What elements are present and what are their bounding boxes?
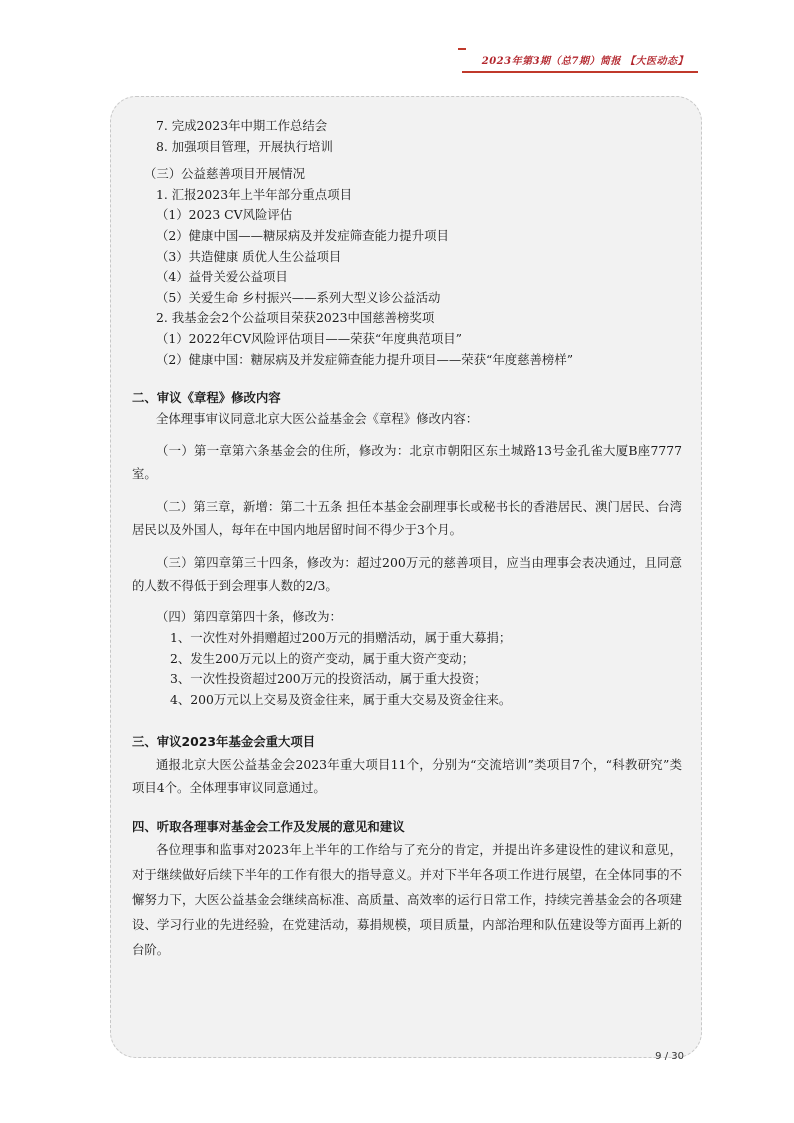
list-item: （2）健康中国——糖尿病及并发症筛查能力提升项目 bbox=[156, 227, 449, 243]
paragraph: （四）第四章第四十条，修改为： bbox=[156, 609, 342, 625]
paragraph: 全体理事审议同意北京大医公益基金会《章程》修改内容： bbox=[156, 410, 479, 426]
header-rule bbox=[462, 71, 698, 73]
list-item: 4、200万元以上交易及资金往来，属于重大交易及资金往来。 bbox=[170, 691, 512, 707]
section-heading: 四、听取各理事对基金会工作及发展的意见和建议 bbox=[132, 818, 405, 834]
list-item: 3、一次性投资超过200万元的投资活动，属于重大投资； bbox=[170, 671, 487, 687]
paragraph: （二）第三章，新增：第二十五条 担任本基金会副理事长或秘书长的香港居民、澳门居民、台湾居民以及外国人，每年在中国内地居留时间不得少于3个月。 bbox=[132, 499, 682, 538]
header-title: 2023年第3期（总7期）简报 【大医动态】 bbox=[481, 56, 688, 67]
list-item: （1）2023 CV风险评估 bbox=[156, 207, 293, 223]
list-item: 7. 完成2023年中期工作总结会 bbox=[156, 118, 328, 133]
header-accent-mark bbox=[458, 48, 466, 50]
paragraph: 各位理事和监事对2023年上半年的工作给与了充分的肯定，并提出许多建设性的建议和意见，对于继续做好后续下半年的工作有很大的指导意义。并对下半年各项工作进行展望，在全体同事的不懈努力下，大医公益基金会继续高标准、高质量、高效率的运行日常工作，持续完善基金会的各项建设、学习行业的先进经验，在党建活动，募捐规模，项目质量，内部治理和队伍建设等方面再上新的台阶。 bbox=[132, 842, 682, 958]
list-item: （5）关爱生命 乡村振兴——系列大型义诊公益活动 bbox=[156, 289, 441, 305]
paragraph: 通报北京大医公益基金会2023年重大项目11个，分别为“交流培训”类项目7个，“科教研究”类项目4个。全体理事审议同意通过。 bbox=[132, 756, 682, 795]
list-item: 2、发生200万元以上的资产变动，属于重大资产变动； bbox=[170, 650, 475, 666]
list-item: 1. 汇报2023年上半年部分重点项目 bbox=[156, 186, 352, 202]
page-number: 9 / 30 bbox=[655, 1051, 684, 1062]
paragraph: （一）第一章第六条基金会的住所，修改为：北京市朝阳区东土城路13号金孔雀大厦B座7777室。 bbox=[132, 443, 682, 482]
section-heading: 三、审议2023年基金会重大项目 bbox=[132, 734, 316, 750]
list-item: （2）健康中国：糖尿病及并发症筛查能力提升项目——荣获“年度慈善榜样” bbox=[156, 351, 574, 367]
list-item: 1、一次性对外捐赠超过200万元的捐赠活动，属于重大募捐； bbox=[170, 629, 512, 645]
paragraph: （三）第四章第三十四条，修改为：超过200万元的慈善项目，应当由理事会表决通过，且同意的人数不得低于到会理事人数的2/3。 bbox=[132, 555, 682, 594]
subsection-heading: （三）公益慈善项目开展情况 bbox=[144, 166, 306, 182]
document-body bbox=[132, 116, 682, 962]
list-item: （4）益骨关爱公益项目 bbox=[156, 269, 288, 285]
list-item: （3）共造健康 质优人生公益项目 bbox=[156, 248, 342, 264]
list-item: 8. 加强项目管理，开展执行培训 bbox=[156, 138, 333, 154]
list-item: 2. 我基金会2个公益项目荣获2023中国慈善榜奖项 bbox=[156, 310, 435, 326]
list-item: （1）2022年CV风险评估项目——荣获“年度典范项目” bbox=[156, 330, 462, 346]
section-heading: 二、审议《章程》修改内容 bbox=[132, 390, 281, 406]
